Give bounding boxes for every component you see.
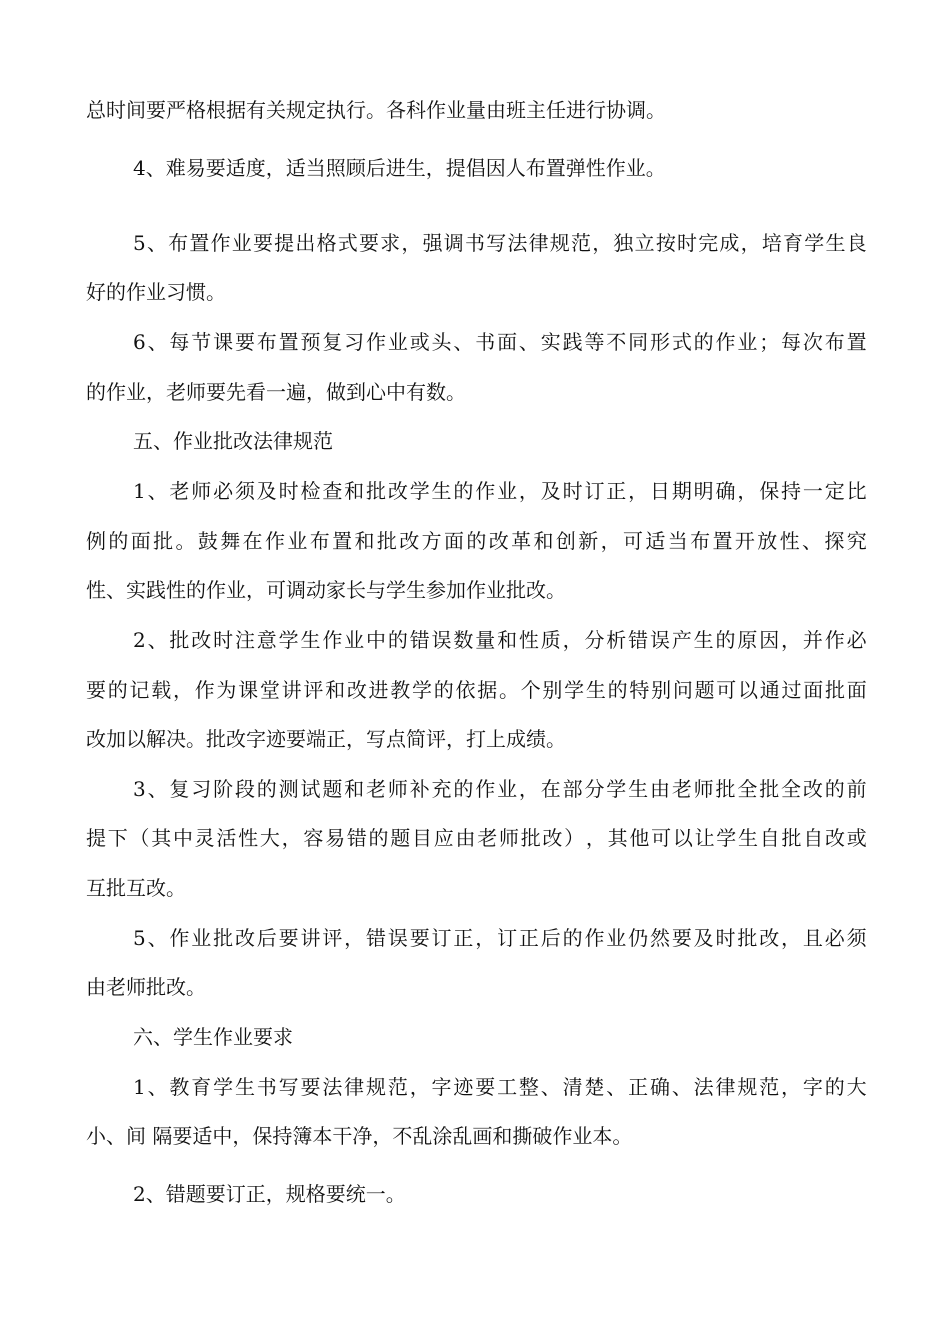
- text-line: 的作业，老师要先看一遍，做到心中有数。: [86, 380, 466, 404]
- list-item-text: 1 、 老 师 必 须 及 时 检 查 和 批 改 学 生 的 作 业 ， 及 时 订 正 ， 日 期 明 确 ， 保 持 一 定 比: [133, 479, 867, 503]
- text-line: 提 下 （ 其 中 灵 活 性 大 ， 容 易 错 的 题 目 应 由 老 师 批 改 ） ， 其 他 可 以 让 学 生 自 批 自 改 或: [86, 826, 867, 850]
- list-item-text: 2 、 批 改 时 注 意 学 生 作 业 中 的 错 误 数 量 和 性 质 ， 分 析 错 误 产 生 的 原 因 ， 并 作 必: [133, 628, 867, 652]
- text-line: 总时间要严格根据有关规定执行。各科作业量由班主任进行协调。: [86, 98, 666, 122]
- text-line: 改加以解决。批改字迹要端正，写点简评，打上成绩。: [86, 727, 566, 751]
- text-line: 小、间 隔要适中，保持簿本干净，不乱涂乱画和撕破作业本。: [86, 1124, 633, 1148]
- text-line: 由老师批改。: [86, 975, 206, 999]
- list-item-text: 3 、 复 习 阶 段 的 测 试 题 和 老 师 补 充 的 作 业 ， 在 部 分 学 生 由 老 师 批 全 批 全 改 的 前: [133, 777, 867, 801]
- text-line: 要 的 记 载 ， 作 为 课 堂 讲 评 和 改 进 教 学 的 依 据 。 个 别 学 生 的 特 别 问 题 可 以 通 过 面 批 面: [86, 678, 867, 702]
- list-item-text: 1 、 教 育 学 生 书 写 要 法 律 规 范 ， 字 迹 要 工 整 、 清 楚 、 正 确 、 法 律 规 范 ， 字 的 大: [133, 1075, 867, 1099]
- list-item-text: 6 、 每 节 课 要 布 置 预 复 习 作 业 或 头 、 书 面 、 实 践 等 不 同 形 式 的 作 业 ； 每 次 布 置: [133, 330, 867, 354]
- section-heading: 六、学生作业要求: [133, 1025, 293, 1049]
- text-line: 例 的 面 批 。 鼓 舞 在 作 业 布 置 和 批 改 方 面 的 改 革 和 创 新 ， 可 适 当 布 置 开 放 性 、 探 究: [86, 529, 867, 553]
- text-line: 好的作业习惯。: [86, 280, 226, 304]
- list-item-text: 5 、 布 置 作 业 要 提 出 格 式 要 求 ， 强 调 书 写 法 律 规 范 ， 独 立 按 时 完 成 ， 培 育 学 生 良: [133, 231, 867, 255]
- list-item-text: 5 、 作 业 批 改 后 要 讲 评 ， 错 误 要 订 正 ， 订 正 后 的 作 业 仍 然 要 及 时 批 改 ， 且 必 须: [133, 926, 867, 950]
- section-heading: 五、作业批改法律规范: [133, 429, 333, 453]
- list-item-text: 2、错题要订正，规格要统一。: [133, 1182, 406, 1206]
- text-line: 性、实践性的作业，可调动家长与学生参加作业批改。: [86, 578, 566, 602]
- list-item-text: 4、难易要适度，适当照顾后进生，提倡因人布置弹性作业。: [133, 156, 666, 180]
- text-line: 互批互改。: [86, 876, 186, 900]
